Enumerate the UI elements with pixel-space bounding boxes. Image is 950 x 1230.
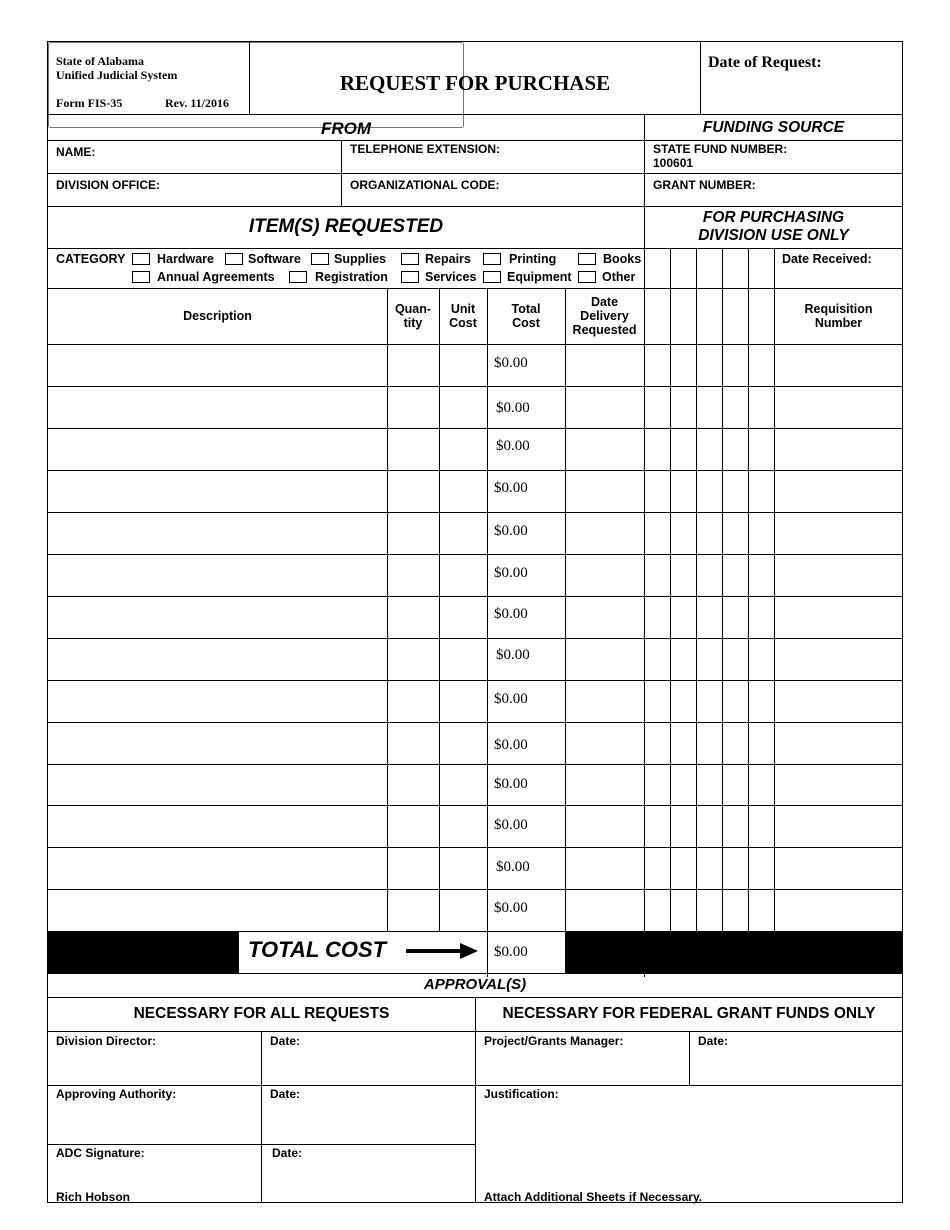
- requisition-number-header: Requisition Number: [804, 302, 873, 330]
- date-received-label: Date Received:: [782, 252, 872, 266]
- grant-number-label: GRANT NUMBER:: [653, 178, 756, 192]
- org-code-label: ORGANIZATIONAL CODE:: [350, 178, 500, 192]
- date-delivery-header: Date Delivery Requested: [572, 295, 637, 337]
- description-input[interactable]: [52, 893, 382, 927]
- software-label: Software: [248, 252, 301, 266]
- row-total-cost: $0.00: [494, 691, 528, 707]
- description-input[interactable]: [52, 684, 382, 718]
- state-fund-label: STATE FUND NUMBER:: [653, 142, 788, 156]
- other-checkbox[interactable]: [578, 271, 596, 283]
- description-input[interactable]: [52, 726, 382, 760]
- funding-source-heading: FUNDING SOURCE: [702, 119, 845, 136]
- purchasing-heading-line1: FOR PURCHASING: [702, 209, 845, 226]
- row-total-cost: $0.00: [494, 776, 528, 792]
- description-input[interactable]: [52, 642, 382, 676]
- row-total-cost: $0.00: [494, 606, 528, 622]
- total-black-bar-left: [48, 931, 238, 973]
- division-office-label: DIVISION OFFICE:: [56, 178, 161, 192]
- form-revision: Rev. 11/2016: [165, 96, 230, 110]
- unit-cost-header: Unit Cost: [449, 302, 477, 330]
- row-total-cost: $0.00: [494, 565, 528, 581]
- date-label: Date:: [270, 1087, 301, 1101]
- books-checkbox[interactable]: [578, 253, 596, 265]
- hardware-label: Hardware: [157, 252, 214, 266]
- row-total-cost: $0.00: [496, 400, 530, 416]
- row-total-cost: $0.00: [494, 900, 528, 916]
- description-input[interactable]: [52, 390, 382, 424]
- date-of-request-label: Date of Request:: [708, 54, 822, 71]
- telephone-input[interactable]: [350, 158, 640, 174]
- description-input[interactable]: [52, 768, 382, 802]
- hardware-checkbox[interactable]: [132, 253, 150, 265]
- annual-agreements-label: Annual Agreements: [157, 270, 275, 284]
- items-requested-heading: ITEM(S) REQUESTED: [248, 216, 444, 237]
- adc-signer-name: Rich Hobson: [56, 1190, 130, 1204]
- description-input[interactable]: [52, 558, 382, 592]
- name-input[interactable]: [108, 142, 338, 170]
- attach-sheets-note: Attach Additional Sheets if Necessary.: [484, 1190, 703, 1204]
- description-input[interactable]: [52, 851, 382, 885]
- justification-label: Justification:: [484, 1087, 559, 1101]
- services-label: Services: [425, 270, 477, 284]
- row-total-cost: $0.00: [494, 355, 528, 371]
- other-label: Other: [602, 270, 636, 284]
- total-cost-header: Total Cost: [511, 302, 541, 330]
- purchasing-heading-line2: DIVISION USE ONLY: [698, 227, 849, 244]
- grant-number-input[interactable]: [758, 175, 898, 203]
- repairs-label: Repairs: [425, 252, 471, 266]
- state-fund-value[interactable]: 100601: [653, 156, 694, 170]
- description-input[interactable]: [52, 809, 382, 843]
- date-label: Date:: [270, 1034, 301, 1048]
- date-label: Date:: [272, 1146, 303, 1160]
- adc-signature-label: ADC Signature:: [56, 1146, 145, 1160]
- all-requests-heading: NECESSARY FOR ALL REQUESTS: [133, 1005, 390, 1022]
- state-label: State of Alabama: [56, 54, 144, 68]
- date-of-request-input[interactable]: [708, 78, 898, 106]
- total-black-bar-right: [565, 931, 902, 973]
- form-number: Form FIS-35: [56, 96, 123, 110]
- description-input[interactable]: [52, 600, 382, 634]
- grand-total-value: $0.00: [494, 944, 528, 960]
- telephone-label: TELEPHONE EXTENSION:: [350, 142, 501, 156]
- row-total-cost: $0.00: [494, 817, 528, 833]
- division-office-input[interactable]: [168, 175, 338, 203]
- total-cost-label: TOTAL COST: [248, 937, 387, 962]
- repairs-checkbox[interactable]: [401, 253, 419, 265]
- books-label: Books: [603, 252, 642, 266]
- description-input[interactable]: [52, 474, 382, 508]
- org-code-input[interactable]: [510, 175, 640, 203]
- name-label: NAME:: [56, 145, 96, 159]
- software-checkbox[interactable]: [225, 253, 243, 265]
- supplies-label: Supplies: [334, 252, 387, 266]
- federal-grant-heading: NECESSARY FOR FEDERAL GRANT FUNDS ONLY: [502, 1005, 876, 1022]
- purchase-request-form: [47, 41, 903, 1203]
- description-input[interactable]: [52, 432, 382, 466]
- description-input[interactable]: [52, 348, 382, 382]
- row-total-cost: $0.00: [494, 523, 528, 539]
- registration-checkbox[interactable]: [289, 271, 307, 283]
- division-director-label: Division Director:: [56, 1034, 157, 1048]
- description-input[interactable]: [52, 516, 382, 550]
- date-label: Date:: [698, 1034, 729, 1048]
- row-total-cost: $0.00: [496, 647, 530, 663]
- printing-checkbox[interactable]: [483, 253, 501, 265]
- approving-authority-label: Approving Authority:: [56, 1087, 177, 1101]
- row-total-cost: $0.00: [496, 438, 530, 454]
- page-title: REQUEST FOR PURCHASE: [339, 71, 611, 95]
- category-label: CATEGORY: [56, 252, 126, 266]
- row-total-cost: $0.00: [494, 737, 528, 753]
- equipment-label: Equipment: [507, 270, 572, 284]
- equipment-checkbox[interactable]: [483, 271, 501, 283]
- approvals-heading: APPROVAL(S): [423, 976, 527, 993]
- arrow-right-icon: [406, 942, 478, 960]
- registration-label: Registration: [315, 270, 388, 284]
- annual-agreements-checkbox[interactable]: [132, 271, 150, 283]
- supplies-checkbox[interactable]: [311, 253, 329, 265]
- from-heading: FROM: [320, 119, 372, 138]
- system-label: Unified Judicial System: [56, 68, 178, 82]
- description-header: Description: [183, 309, 252, 323]
- printing-label: Printing: [509, 252, 557, 266]
- row-total-cost: $0.00: [494, 480, 528, 496]
- row-total-cost: $0.00: [496, 859, 530, 875]
- grants-manager-label: Project/Grants Manager:: [484, 1034, 624, 1048]
- quantity-header: Quan- tity: [394, 302, 432, 330]
- services-checkbox[interactable]: [401, 271, 419, 283]
